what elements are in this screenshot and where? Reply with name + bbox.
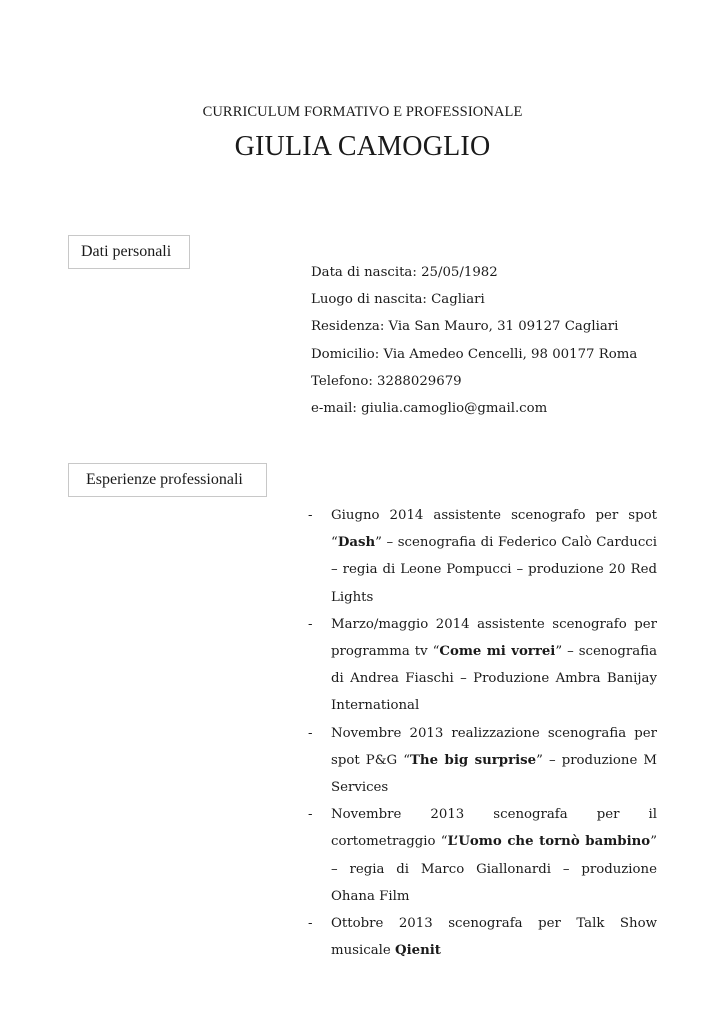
- experience-item: [308, 502, 657, 611]
- experience-text: Novembre 2013 realizzazione scenografia per spot P&G “: [331, 725, 657, 768]
- experience-text: Marzo/maggio 2014 assistente scenografo per programma tv “: [331, 616, 657, 660]
- experience-item: [308, 611, 657, 720]
- bullet-dash: -: [308, 725, 313, 741]
- experience-text: Novembre 2013 scenografa per il cortometraggio “: [331, 807, 657, 850]
- page-subtitle: CURRICULUM FORMATIVO E PROFESSIONALE: [202, 104, 523, 120]
- experience-title: The big surprise: [410, 752, 537, 768]
- section-heading-experience: Esperienze professionali: [68, 463, 267, 497]
- bullet-dash: -: [308, 616, 313, 632]
- personal-email: e-mail: giulia.camoglio@gmail.com: [311, 401, 548, 417]
- experience-item: [308, 720, 657, 802]
- page-title: GIULIA CAMOGLIO: [234, 131, 491, 162]
- experience-item: [308, 910, 657, 964]
- experience-text: Giugno 2014 assistente scenografo per spot “: [331, 508, 657, 551]
- experience-text: Ottobre 2013 scenografa per Talk Show musicale: [331, 916, 657, 959]
- bullet-dash: -: [308, 807, 313, 823]
- personal-domicile: Domicilio: Via Amedeo Cencelli, 98 00177 Roma: [311, 346, 638, 362]
- experience-title: Come mi vorrei: [439, 644, 556, 660]
- experience-title: Dash: [337, 535, 376, 551]
- section-heading-personal: Dati personali: [68, 235, 190, 269]
- experience-text: ” – scenografia di Federico Calò Carducci – regia di Leone Pompucci – produzione 20 Red Lights: [331, 535, 657, 605]
- experience-item: [308, 801, 657, 910]
- bullet-dash: -: [308, 508, 313, 523]
- experience-text: ” – regia di Marco Giallonardi – produzione Ohana Film: [331, 834, 657, 904]
- personal-birth-place: Luogo di nascita: Cagliari: [311, 292, 485, 308]
- personal-birth-date: Data di nascita: 25/05/1982: [311, 265, 498, 280]
- experience-list: [308, 502, 657, 964]
- experience-title: L’Uomo che tornò bambino: [447, 834, 651, 850]
- experience-title: Qienit: [394, 943, 441, 959]
- personal-details: [311, 259, 637, 422]
- personal-residence: Residenza: Via San Mauro, 31 09127 Cagliari: [311, 319, 619, 335]
- personal-phone: Telefono: 3288029679: [311, 373, 462, 389]
- experience-text: ” – scenografia di Andrea Fiaschi – Produzione Ambra Banijay International: [331, 644, 658, 714]
- experience-text: ” – produzione M Services: [331, 752, 658, 796]
- bullet-dash: -: [308, 916, 313, 932]
